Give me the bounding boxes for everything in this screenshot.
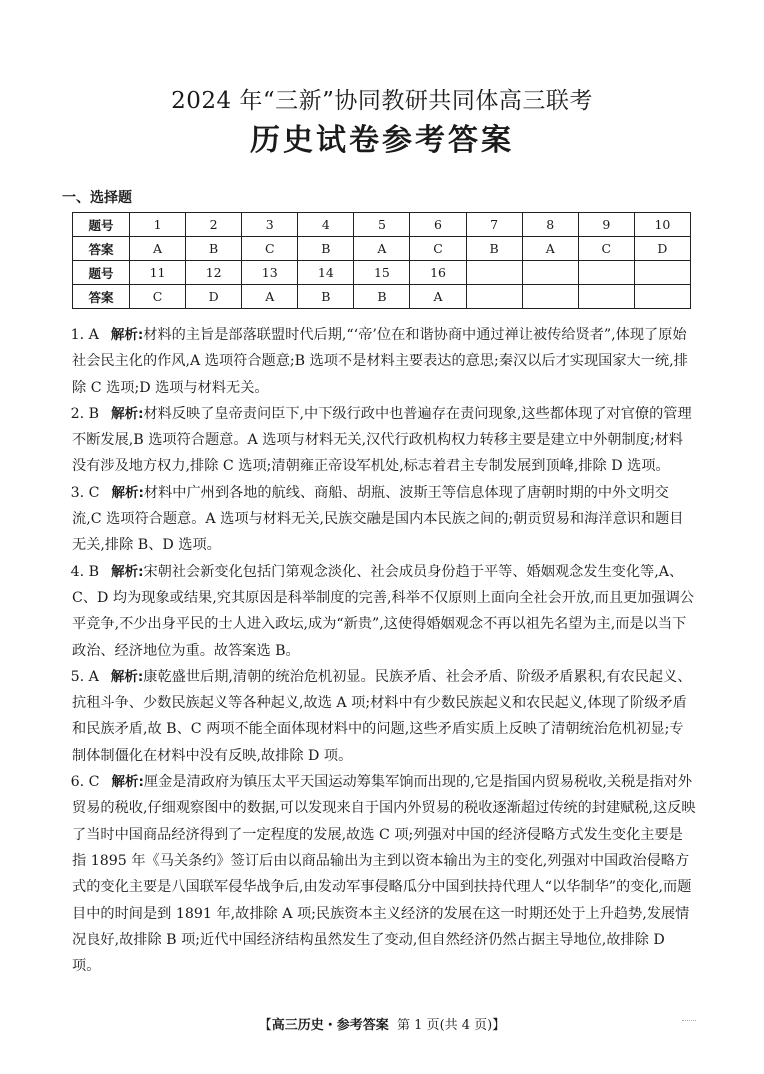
- table-cell: 4: [298, 213, 354, 237]
- table-cell: 15: [354, 261, 410, 285]
- document-title: 2024 年“三新”协同教研共同体高三联考: [171, 88, 593, 114]
- table-cell: [522, 285, 578, 309]
- explanation-item: [72, 664, 696, 769]
- footer-page-info: 第 1 页(共 4 页): [397, 1018, 493, 1033]
- question-answer: 5. A: [70, 668, 99, 685]
- table-cell: A: [242, 285, 298, 309]
- explanation-label: 解析:: [111, 563, 144, 580]
- table-row: [73, 285, 691, 309]
- table-cell: A: [410, 285, 466, 309]
- explanation-label: 解析:: [110, 668, 144, 685]
- explanations: [72, 322, 696, 979]
- table-cell: 1: [130, 213, 186, 237]
- table-cell: 10: [634, 213, 690, 237]
- table-cell: [578, 285, 634, 309]
- table-cell: [466, 285, 522, 309]
- table-row: [73, 237, 691, 261]
- row-label: 答案: [73, 285, 130, 309]
- footer-subject: 高三历史・参考答案: [271, 1018, 389, 1033]
- explanation-text: 材料反映了皇帝责问臣下,中下级行政中也普遍存在责问现象,这些都体现了对官僚的管理不断发展,B 选项符合题意。A 选项与材料无关,汉代行政机构权力转移主要是建立中外朝制度;材料没有涉及地方权力,排除 C 选项;清朝雍正帝设军机处,标志着君主专制发展到顶峰,排除 D 选项。: [72, 405, 692, 475]
- table-cell: C: [578, 237, 634, 261]
- question-answer: 3. C: [70, 484, 100, 501]
- question-answer: 6. C: [70, 774, 100, 791]
- explanation-text: 厘金是清政府为镇压太平天国运动筹集军饷而出现的,它是指国内贸易税收,关税是指对外贸易的税收,仔细观察图中的数据,可以发现来自于国内外贸易的税收逐渐超过传统的封建赋税,这反映了当时中国商品经济得到了一定程度的发展,故选 C 项;列强对中国的经济侵略方式发生变化主要是指 1895 年《马关条约》签订后由以商品输出为主到以资本输出为主的变化,列强对中国政治侵略方式的变化主要是八国联军侵华战争后,由发动军事侵略瓜分中国到扶持代理人“以华制华”的变化,而题目中的时间是到 1891 年,故排除 A 项;民族资本主义经济的发展在这一时期还处于上升趋势,发展情况良好,故排除 B 项;近代中国经济结构虽然发生了变动,但自然经济仍然占据主导地位,故排除 D 项。: [72, 774, 696, 975]
- table-cell: 6: [410, 213, 466, 237]
- table-cell: C: [242, 237, 298, 261]
- answer-table: [72, 212, 691, 309]
- table-cell: B: [186, 237, 242, 261]
- explanation-label: 解析:: [111, 405, 144, 422]
- table-cell: B: [298, 285, 354, 309]
- table-cell: [466, 261, 522, 285]
- table-cell: 12: [186, 261, 242, 285]
- explanation-item: [72, 401, 696, 480]
- table-cell: D: [634, 237, 690, 261]
- corner-mark: [682, 1020, 696, 1022]
- table-cell: D: [186, 285, 242, 309]
- table-cell: [634, 285, 690, 309]
- table-cell: A: [522, 237, 578, 261]
- table-cell: [634, 261, 690, 285]
- table-cell: 3: [242, 213, 298, 237]
- table-cell: [522, 261, 578, 285]
- explanation-text: 康乾盛世后期,清朝的统治危机初显。民族矛盾、社会矛盾、阶级矛盾累积,有农民起义、抗租斗争、少数民族起义等各种起义,故选 A 项;材料中有少数民族起义和农民起义,体现了阶级矛盾和民族矛盾,故 B、C 两项不能全面体现材料中的问题,这些矛盾实质上反映了清朝统治危机初显;专制体制僵化在材料中没有反映,故排除 D 项。: [72, 668, 692, 764]
- explanation-text: 材料的主旨是部落联盟时代后期,“‘帝’位在和谐协商中通过禅让被传给贤者”,体现了原始社会民主化的作风,A 选项符合题意;B 选项不是材料主要表达的意思;秦汉以后才实现国家大一统,排除 C 选项;D 选项与材料无关。: [72, 327, 688, 396]
- table-cell: 8: [522, 213, 578, 237]
- explanation-label: 解析:: [111, 484, 144, 501]
- footer-bracket-open: 【: [258, 1018, 272, 1033]
- document-subtitle: 历史试卷参考答案: [250, 123, 514, 158]
- table-cell: 11: [130, 261, 186, 285]
- footer-bracket-close: 】: [492, 1018, 506, 1033]
- page-footer: [0, 1014, 764, 1033]
- table-row: [73, 261, 691, 285]
- table-cell: 7: [466, 213, 522, 237]
- row-label: 题号: [73, 213, 130, 237]
- table-cell: 2: [186, 213, 242, 237]
- table-cell: B: [466, 237, 522, 261]
- row-label: 答案: [73, 237, 130, 261]
- table-cell: 16: [410, 261, 466, 285]
- explanation-label: 解析:: [110, 327, 144, 343]
- table-cell: C: [410, 237, 466, 261]
- explanation-item: [72, 559, 696, 664]
- table-cell: 9: [578, 213, 634, 237]
- question-answer: 4. B: [70, 563, 100, 580]
- table-cell: 5: [354, 213, 410, 237]
- explanation-text: 宋朝社会新变化包括门第观念淡化、社会成员身份趋于平等、婚姻观念发生变化等,A、C、D 均为现象或结果,究其原因是科举制度的完善,科举不仅原则上面向全社会开放,而且更加强调公平竞争,不少出身平民的士人进入政坛,成为“新贵”,这使得婚姻观念不再以祖先名望为主,而是以当下政治、经济地位为重。故答案选 B。: [72, 563, 694, 659]
- table-cell: 14: [298, 261, 354, 285]
- explanation-text: 材料中广州到各地的航线、商船、胡瓶、波斯王等信息体现了唐朝时期的中外文明交流,C 选项符合题意。A 选项与材料无关,民族交融是国内本民族之间的;朝贡贸易和海洋意识和题目无关,排除 B、D 选项。: [72, 484, 684, 554]
- question-answer: 2. B: [70, 405, 100, 422]
- explanation-item: [72, 769, 696, 979]
- row-label: 题号: [73, 261, 130, 285]
- explanation-item: [72, 480, 696, 559]
- table-cell: B: [298, 237, 354, 261]
- table-row: [73, 213, 691, 237]
- table-cell: 13: [242, 261, 298, 285]
- table-cell: A: [354, 237, 410, 261]
- explanation-item: [72, 322, 696, 401]
- table-cell: B: [354, 285, 410, 309]
- explanation-label: 解析:: [111, 774, 144, 791]
- table-cell: A: [130, 237, 186, 261]
- table-cell: [578, 261, 634, 285]
- section-title: 一、选择题: [62, 190, 132, 206]
- question-answer: 1. A: [70, 327, 99, 343]
- table-cell: C: [130, 285, 186, 309]
